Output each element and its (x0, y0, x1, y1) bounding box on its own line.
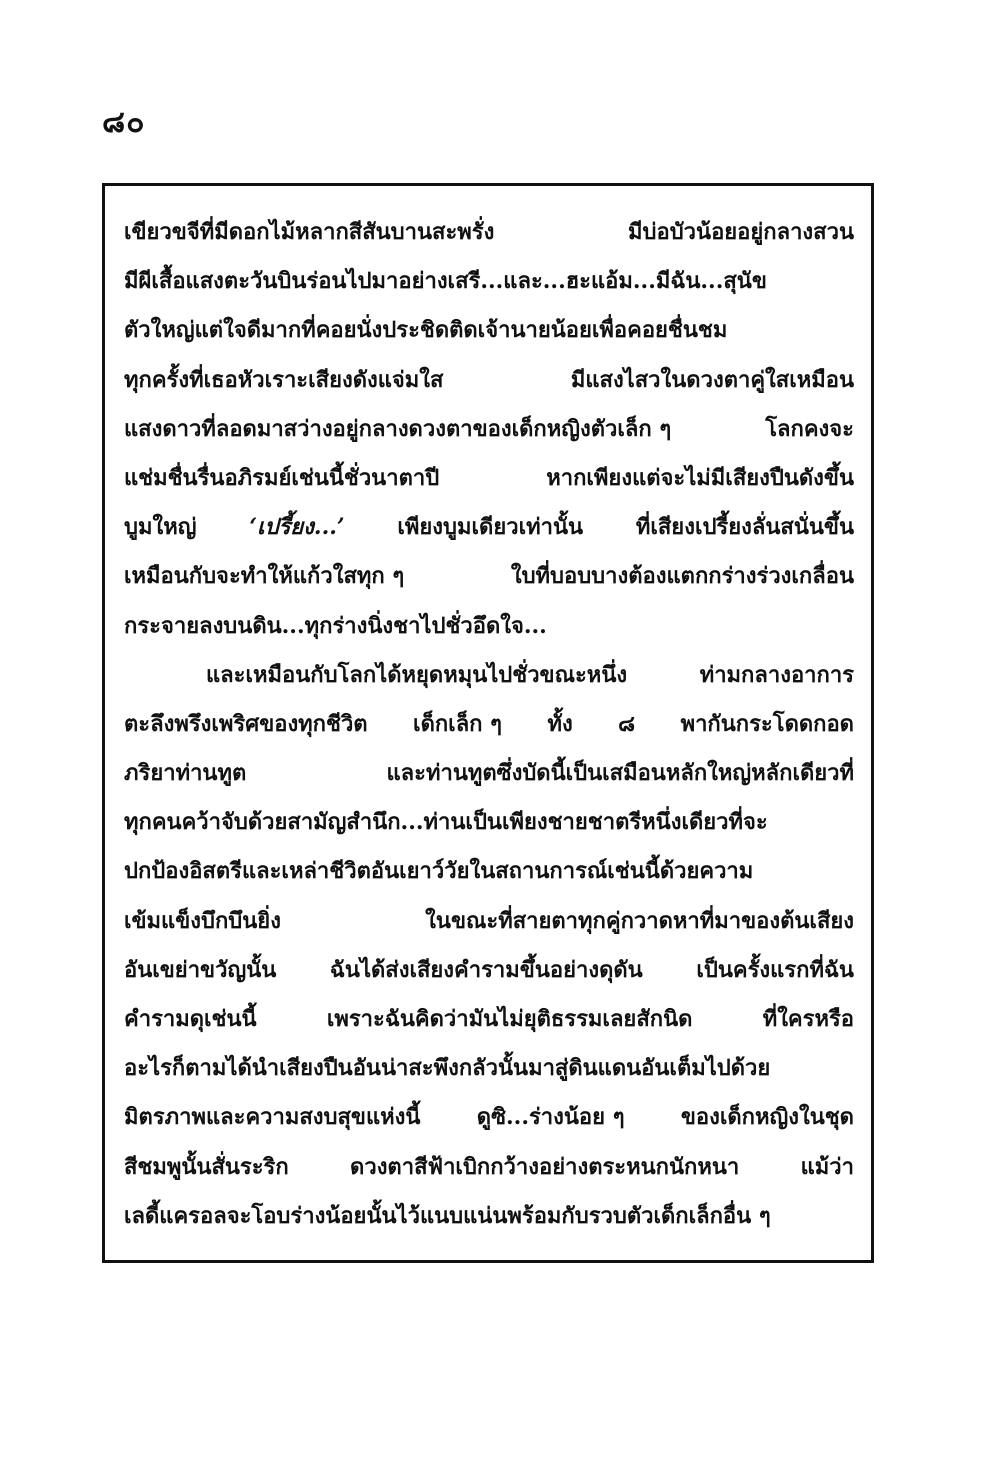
text-segment: ดวงตาสีฟ้าเบิกกว้างอย่างตระหนกนักหนา (350, 1153, 740, 1180)
text-segment: เหมือนกับจะทำให้แก้วใสทุก ๆ (124, 563, 405, 590)
text-segment: ตัวใหญ่แต่ใจดีมากที่คอยนั่งประชิดติดเจ้านายน้อยเพื่อคอยชื่นชม (124, 317, 728, 344)
text-segment: เลดี้แครอลจะโอบร่างน้อยนั้นไว้แนบแน่นพร้อมกับรวบตัวเด็กเล็กอื่น ๆ (124, 1202, 771, 1229)
text-line (124, 208, 854, 257)
text-segment: กระจายลงบนดิน...ทุกร่างนิ่งชาไปชั่วอึดใจ... (124, 612, 547, 639)
text-frame (102, 183, 874, 1263)
text-line (124, 503, 854, 552)
text-segment: มิตรภาพและความสงบสุขแห่งนี้ (124, 1104, 421, 1131)
text-segment: ตะลึงพรึงเพริศของทุกชีวิต (124, 710, 368, 737)
text-line (124, 602, 854, 651)
text-line (124, 1093, 854, 1142)
text-segment: ฉันได้ส่งเสียงคำรามขึ้นอย่างดุดัน (329, 956, 643, 983)
text-segment: เด็กเล็ก ๆ (413, 710, 502, 737)
text-segment: ท่ามกลางอาการ (699, 661, 854, 688)
text-line (124, 306, 854, 355)
text-segment: ปกป้องอิสตรีและเหล่าชีวิตอันเยาว์วัยในสถานการณ์เช่นนี้ด้วยความ (124, 858, 754, 885)
text-segment: และเหมือนกับโลกได้หยุดหมุนไปชั่วขณะหนึ่ง (206, 661, 628, 688)
text-segment: เพราะฉันคิดว่ามันไม่ยุติธรรมเลยสักนิด (326, 1006, 693, 1032)
text-segment: ทั้ง (547, 710, 573, 737)
text-segment: ใบที่บอบบางต้องแตกกร่างร่วงเกลื่อน (510, 563, 854, 590)
text-segment: เพียงบูมเดียวเท่านั้น (397, 514, 584, 541)
text-segment: ทุกครั้งที่เธอหัวเราะเสียงดังแจ่มใส (124, 366, 444, 393)
text-line (124, 356, 854, 405)
text-line (124, 1143, 854, 1192)
text-line (124, 1044, 854, 1093)
text-line (124, 946, 854, 995)
text-line (124, 798, 854, 847)
sound-effect-text: ‘เปรี้ยง...’ (249, 514, 345, 541)
text-segment: ที่เสียงเปรี้ยงลั่นสนั่นขึ้น (635, 514, 854, 541)
text-segment: เขียวขจีที่มีดอกไม้หลากสีสันบานสะพรั่ง (124, 219, 495, 245)
text-line (124, 749, 854, 798)
text-segment: พากันกระโดดกอด (680, 710, 854, 737)
text-segment: ๘ (618, 710, 636, 737)
text-segment: โลกคงจะ (765, 415, 854, 442)
text-line (124, 700, 854, 749)
text-segment: ที่ใครหรือ (762, 1006, 854, 1032)
text-segment: มีผีเสื้อแสงตะวันบินร่อนไปมาอย่างเสรี...และ...ฮะแอ้ม...มีฉัน...สุนัข (124, 268, 767, 295)
text-segment: และท่านทูตซึ่งบัดนี้เป็นเสมือนหลักใหญ่หลักเดียวที่ (386, 760, 854, 787)
text-segment: เข้มแข็งบึกบึนยิ่ง (124, 907, 281, 934)
text-segment: สีชมพูนั้นสั่นระริก (124, 1153, 289, 1180)
page-number: ๘๐ (102, 105, 146, 140)
text-line (124, 995, 854, 1044)
text-segment: เป็นครั้งแรกที่ฉัน (696, 956, 854, 983)
text-body (124, 208, 854, 1241)
text-line (124, 552, 854, 601)
text-segment: ภริยาท่านทูต (124, 760, 247, 787)
text-segment: แม้ว่า (800, 1153, 854, 1180)
text-line (124, 897, 854, 946)
text-line (124, 257, 854, 306)
text-line (124, 454, 854, 503)
text-line (124, 1192, 854, 1241)
text-segment: อันเขย่าขวัญนั้น (124, 956, 277, 983)
text-segment: มีแสงไสวในดวงตาคู่ใสเหมือน (570, 366, 854, 393)
text-segment: แสงดาวที่ลอดมาสว่างอยู่กลางดวงตาของเด็กหญิงตัวเล็ก ๆ (124, 415, 672, 442)
text-segment: บูมใหญ่ (124, 514, 197, 541)
text-segment: มีบ่อบัวน้อยอยู่กลางสวน (628, 219, 854, 245)
text-line (124, 405, 854, 454)
text-segment: คำรามดุเช่นนี้ (124, 1006, 257, 1032)
text-segment: ในขณะที่สายตาทุกคู่กวาดหาที่มาของต้นเสียง (425, 907, 854, 934)
text-segment: แช่มชื่นรื่นอภิรมย์เช่นนี้ชั่วนาตาปี (124, 464, 440, 491)
text-segment: ทุกคนคว้าจับด้วยสามัญสำนึก...ท่านเป็นเพียงชายชาตรีหนึ่งเดียวที่จะ (124, 809, 768, 836)
text-segment: อะไรก็ตามได้นำเสียงปืนอันน่าสะพึงกลัวนั้นมาสู่ดินแดนอันเต็มไปด้วย (124, 1055, 771, 1082)
text-segment: ดูซิ...ร่างน้อย ๆ (476, 1104, 625, 1131)
text-line (124, 651, 854, 700)
text-segment: หากเพียงแต่จะไม่มีเสียงปืนดังขึ้น (546, 464, 854, 491)
text-segment: ของเด็กหญิงในชุด (680, 1104, 854, 1131)
text-line (124, 847, 854, 896)
